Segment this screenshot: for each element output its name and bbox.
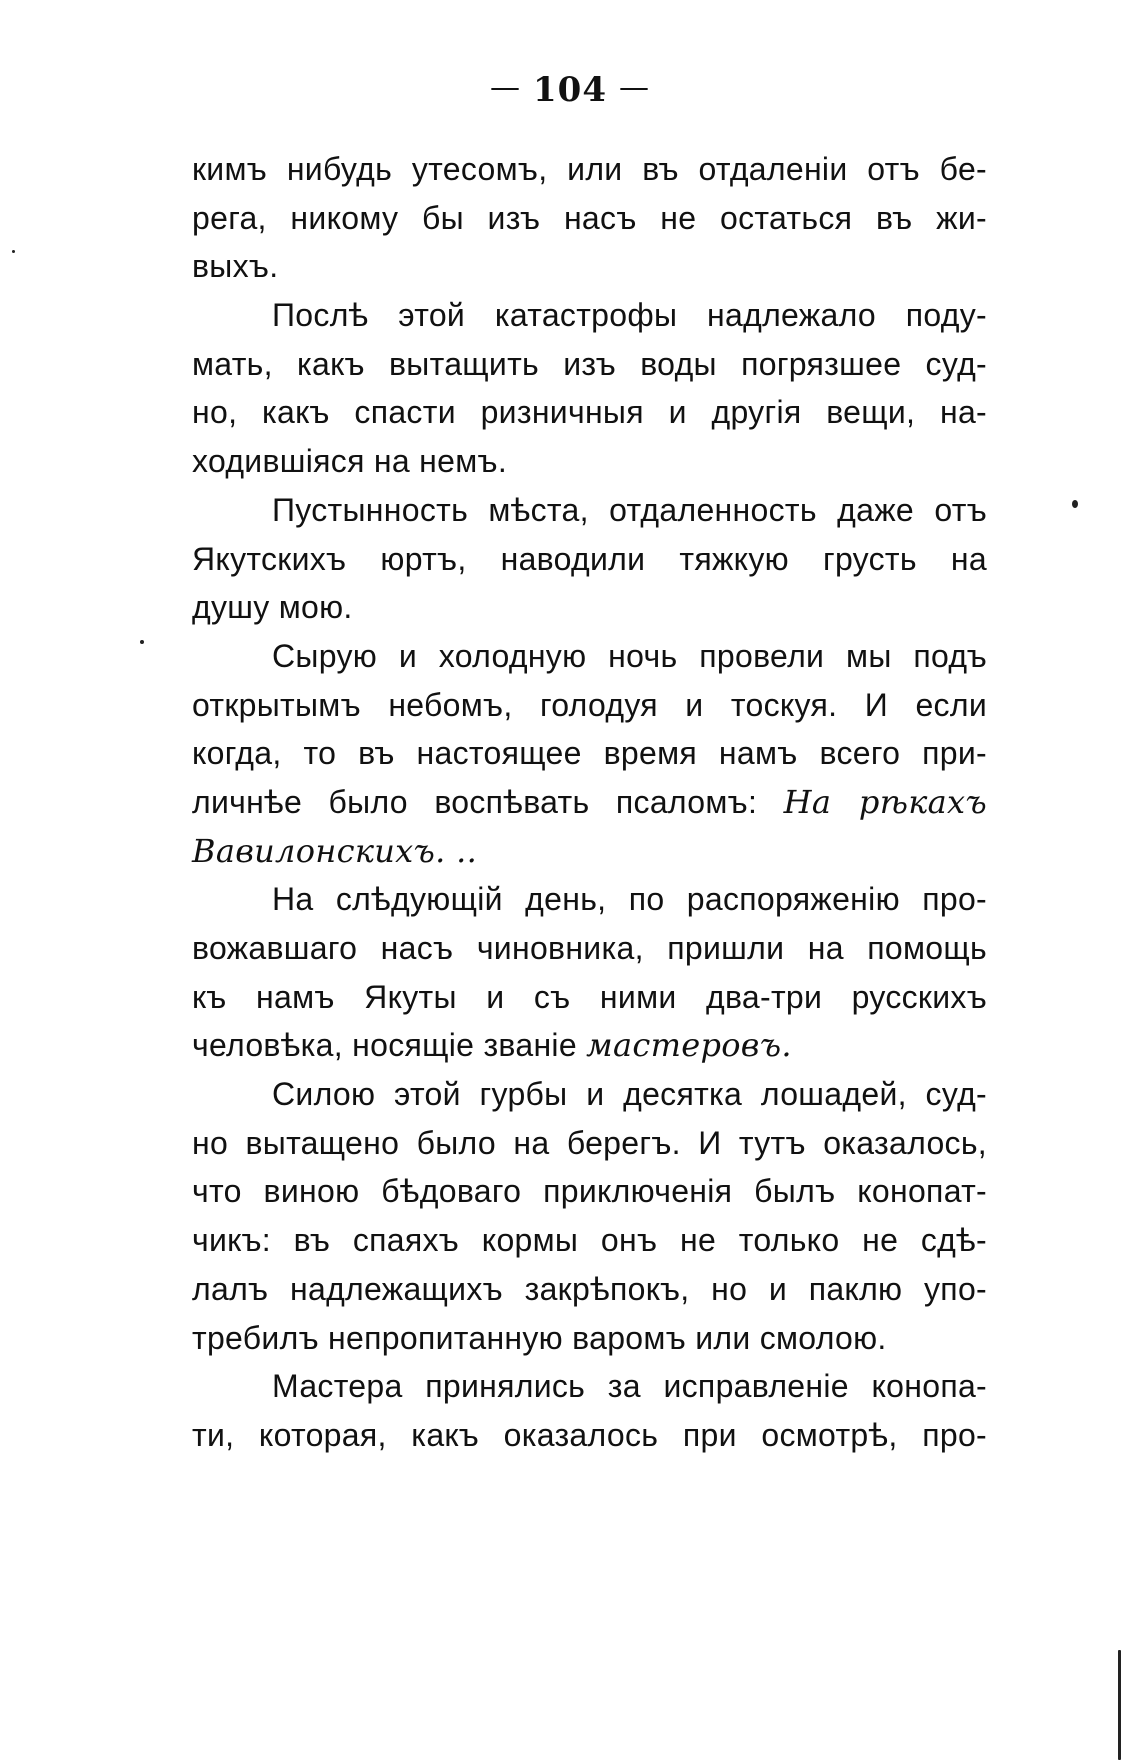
text-line bbox=[192, 1119, 987, 1168]
text-line bbox=[192, 535, 987, 584]
text-line-content: личнѣе было воспѣвать псаломъ: bbox=[192, 783, 758, 820]
text-line-content: Пустынность мѣста, отдаленность даже отъ bbox=[272, 491, 987, 528]
text-line bbox=[192, 388, 987, 437]
text-line bbox=[192, 1070, 987, 1119]
text-line-content: когда, то въ настоящее время намъ всего при- bbox=[192, 735, 987, 772]
text-line bbox=[192, 1216, 987, 1265]
text-line-content: Мастера принялись за исправленіе конопа- bbox=[272, 1368, 987, 1405]
page-header bbox=[0, 70, 1140, 110]
text-line-content: Якутскихъ юртъ, наводили тяжкую грусть на bbox=[192, 540, 987, 577]
text-line-content: кимъ нибудь утесомъ, или въ отдаленіи отъ бе- bbox=[192, 151, 987, 187]
text-line bbox=[192, 973, 987, 1022]
text-line-content: рега, никому бы изъ насъ не остаться въ жи- bbox=[192, 199, 987, 236]
text-line bbox=[192, 486, 987, 535]
page-number: 104 bbox=[533, 70, 607, 110]
text-line-content: Силою этой гурбы и десятка лошадей, суд- bbox=[272, 1076, 987, 1113]
text-line-content: что виною бѣдоваго приключенія былъ конопат- bbox=[192, 1173, 987, 1210]
text-line-content: къ намъ Якуты и съ ними два-три русскихъ bbox=[192, 978, 987, 1015]
text-line bbox=[192, 1362, 987, 1411]
text-line-content: душу мою. bbox=[192, 589, 353, 626]
text-line bbox=[192, 1265, 987, 1314]
text-line-content: Послѣ этой катастрофы надлежало поду- bbox=[272, 297, 987, 334]
text-line bbox=[192, 875, 987, 924]
text-line bbox=[192, 1314, 987, 1363]
text-line bbox=[192, 437, 987, 486]
page-body-text bbox=[192, 145, 987, 1460]
text-line-content: требилъ непропитанную варомъ или смолою. bbox=[192, 1319, 887, 1356]
text-line bbox=[192, 583, 987, 632]
italic-text: Вавилонскихъ. .. bbox=[192, 831, 478, 870]
text-line-content: На слѣдующій день, по распоряженію про- bbox=[272, 881, 987, 918]
italic-text: мастеровъ. bbox=[586, 1026, 792, 1065]
text-line-content: Сырую и холодную ночь провели мы подъ bbox=[272, 637, 987, 674]
text-line bbox=[192, 1411, 987, 1460]
text-line-content: чикъ: въ спаяхъ кормы онъ не только не сдѣ- bbox=[192, 1222, 987, 1259]
text-line-content: мать, какъ вытащить изъ воды погрязшее суд- bbox=[192, 345, 987, 382]
text-line bbox=[192, 924, 987, 973]
header-dash-right: — bbox=[618, 70, 650, 105]
header-dash-left: — bbox=[490, 70, 521, 105]
text-line-content: ти, которая, какъ оказалось при осмотрѣ, про- bbox=[192, 1416, 987, 1453]
text-line bbox=[192, 681, 987, 730]
italic-text: На рѣкахъ bbox=[783, 782, 987, 821]
text-line-content: но, какъ спасти ризничныя и другія вещи, на- bbox=[192, 394, 987, 431]
text-line bbox=[192, 242, 987, 291]
text-line bbox=[192, 340, 987, 389]
text-line-content: выхъ. bbox=[192, 248, 279, 285]
text-line bbox=[192, 291, 987, 340]
text-line bbox=[192, 1167, 987, 1216]
text-line-content: вожавшаго насъ чиновника, пришли на помощь bbox=[192, 930, 987, 966]
text-line bbox=[192, 729, 987, 778]
text-line bbox=[192, 827, 987, 876]
text-line-content: лалъ надлежащихъ закрѣпокъ, но и паклю упо- bbox=[192, 1270, 987, 1307]
text-line-content: открытымъ небомъ, голодуя и тоскуя. И если bbox=[192, 686, 987, 723]
text-line-content: человѣка, носящіе званіе bbox=[192, 1027, 577, 1064]
text-line bbox=[192, 194, 987, 243]
text-line bbox=[192, 632, 987, 681]
text-line bbox=[192, 145, 987, 194]
text-line bbox=[192, 1021, 987, 1070]
text-line-content: но вытащено было на берегъ. И тутъ оказалось, bbox=[192, 1124, 987, 1161]
text-line-content: ходившіяся на немъ. bbox=[192, 443, 508, 480]
text-line bbox=[192, 778, 987, 827]
